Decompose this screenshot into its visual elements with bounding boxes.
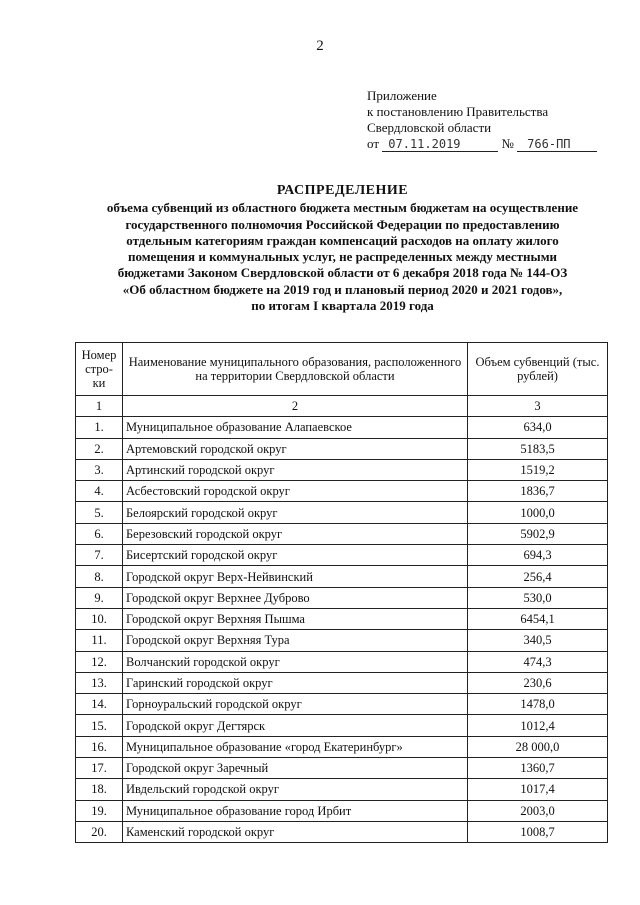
municipality-name: Асбестовский городской округ	[123, 481, 468, 502]
title-line: помещения и коммунальных услуг, не распределенных между местными	[127, 249, 558, 265]
subvention-value: 474,3	[468, 651, 608, 672]
subvention-value: 230,6	[468, 672, 608, 693]
appendix-line-3: Свердловской области	[367, 120, 492, 135]
table-row	[76, 779, 608, 800]
row-number: 8.	[76, 566, 123, 587]
municipality-name: Артемовский городской округ	[123, 438, 468, 459]
subvention-value: 1008,7	[468, 821, 608, 842]
row-number: 13.	[76, 672, 123, 693]
row-number: 3.	[76, 459, 123, 480]
table-row	[76, 672, 608, 693]
table-row	[76, 715, 608, 736]
subvention-value: 530,0	[468, 587, 608, 608]
municipality-name: Березовский городской округ	[123, 523, 468, 544]
row-number: 20.	[76, 821, 123, 842]
subvention-value: 1360,7	[468, 758, 608, 779]
municipality-name: Городской округ Заречный	[123, 758, 468, 779]
table-row	[76, 758, 608, 779]
title-line: объема субвенций из областного бюджета местным бюджетам на осуществление	[106, 200, 579, 216]
resolution-date: 07.11.2019	[382, 137, 498, 152]
from-label: от	[367, 136, 380, 151]
subvention-value: 2003,0	[468, 800, 608, 821]
title-line: государственного полномочия Российской Федерации по предоставлению	[125, 216, 560, 232]
municipality-name: Городской округ Верх-Нейвинский	[123, 566, 468, 587]
subvention-value: 1012,4	[468, 715, 608, 736]
municipality-name: Муниципальное образование «город Екатеринбург»	[123, 736, 468, 757]
title-line: «Об областном бюджете на 2019 год и плановый период 2020 и 2021 годов»,	[122, 281, 563, 297]
subvention-value: 5902,9	[468, 523, 608, 544]
row-number: 5.	[76, 502, 123, 523]
table-row	[76, 800, 608, 821]
subvention-value: 28 000,0	[468, 736, 608, 757]
table-header-row	[76, 343, 608, 396]
header-subvention-volume: Объем субвенций (тыс. рублей)	[468, 343, 608, 396]
municipality-name: Ивдельский городской округ	[123, 779, 468, 800]
appendix-line-1: Приложение	[367, 88, 437, 103]
resolution-number: 766-ПП	[517, 137, 597, 152]
table-row	[76, 481, 608, 502]
table-row	[76, 821, 608, 842]
row-number: 18.	[76, 779, 123, 800]
table-row	[76, 459, 608, 480]
appendix-line-2: к постановлению Правительства	[367, 104, 549, 119]
appendix-date-row	[367, 136, 597, 152]
column-index: 1	[76, 396, 123, 417]
subvention-value: 340,5	[468, 630, 608, 651]
table-row	[76, 566, 608, 587]
municipality-name: Городской округ Дегтярск	[123, 715, 468, 736]
column-index: 2	[123, 396, 468, 417]
appendix-block	[367, 88, 597, 152]
row-number: 11.	[76, 630, 123, 651]
row-number: 12.	[76, 651, 123, 672]
row-number: 15.	[76, 715, 123, 736]
title-main: РАСПРЕДЕЛЕНИЕ	[276, 183, 409, 198]
subvention-value: 1478,0	[468, 694, 608, 715]
number-label: №	[501, 136, 514, 151]
subvention-value: 256,4	[468, 566, 608, 587]
row-number: 9.	[76, 587, 123, 608]
title-line: отдельным категориям граждан компенсаций расходов на оплату жилого	[126, 232, 559, 248]
title-line: бюджетами Законом Свердловской области от 6 декабря 2018 года № 144-ОЗ	[117, 265, 568, 281]
municipality-name: Городской округ Верхняя Тура	[123, 630, 468, 651]
row-number: 4.	[76, 481, 123, 502]
subvention-value: 5183,5	[468, 438, 608, 459]
row-number: 10.	[76, 608, 123, 629]
title-line: по итогам I квартала 2019 года	[251, 298, 434, 314]
row-number: 7.	[76, 545, 123, 566]
municipality-name: Волчанский городской округ	[123, 651, 468, 672]
subvention-value: 634,0	[468, 417, 608, 438]
table-row	[76, 694, 608, 715]
table-row	[76, 523, 608, 544]
subvention-value: 1000,0	[468, 502, 608, 523]
municipality-name: Муниципальное образование Алапаевское	[123, 417, 468, 438]
page-number: 2	[316, 38, 324, 54]
table-row	[76, 545, 608, 566]
row-number: 16.	[76, 736, 123, 757]
row-number: 14.	[76, 694, 123, 715]
row-number: 2.	[76, 438, 123, 459]
table-row	[76, 417, 608, 438]
municipality-name: Горноуральский городской округ	[123, 694, 468, 715]
table-row	[76, 651, 608, 672]
municipality-name: Каменский городской округ	[123, 821, 468, 842]
table-row	[76, 736, 608, 757]
column-index-row	[76, 396, 608, 417]
header-municipality-name: Наименование муниципального образования, расположенного на территории Свердловской области	[123, 343, 468, 396]
municipality-name: Артинский городской округ	[123, 459, 468, 480]
row-number: 17.	[76, 758, 123, 779]
column-index: 3	[468, 396, 608, 417]
table-row	[76, 608, 608, 629]
table-row	[76, 587, 608, 608]
municipality-name: Белоярский городской округ	[123, 502, 468, 523]
document-title	[40, 183, 640, 314]
table-row	[76, 502, 608, 523]
table-body	[76, 396, 608, 843]
municipality-name: Городской округ Верхняя Пышма	[123, 608, 468, 629]
row-number: 6.	[76, 523, 123, 544]
municipality-name: Гаринский городской округ	[123, 672, 468, 693]
subvention-value: 1017,4	[468, 779, 608, 800]
municipality-name: Бисертский городской округ	[123, 545, 468, 566]
row-number: 1.	[76, 417, 123, 438]
table-row	[76, 438, 608, 459]
distribution-table	[75, 342, 608, 843]
row-number: 19.	[76, 800, 123, 821]
subvention-value: 1519,2	[468, 459, 608, 480]
header-row-number: Номер стро-ки	[76, 343, 123, 396]
subvention-value: 1836,7	[468, 481, 608, 502]
subvention-value: 694,3	[468, 545, 608, 566]
municipality-name: Муниципальное образование город Ирбит	[123, 800, 468, 821]
subvention-value: 6454,1	[468, 608, 608, 629]
municipality-name: Городской округ Верхнее Дуброво	[123, 587, 468, 608]
table-row	[76, 630, 608, 651]
